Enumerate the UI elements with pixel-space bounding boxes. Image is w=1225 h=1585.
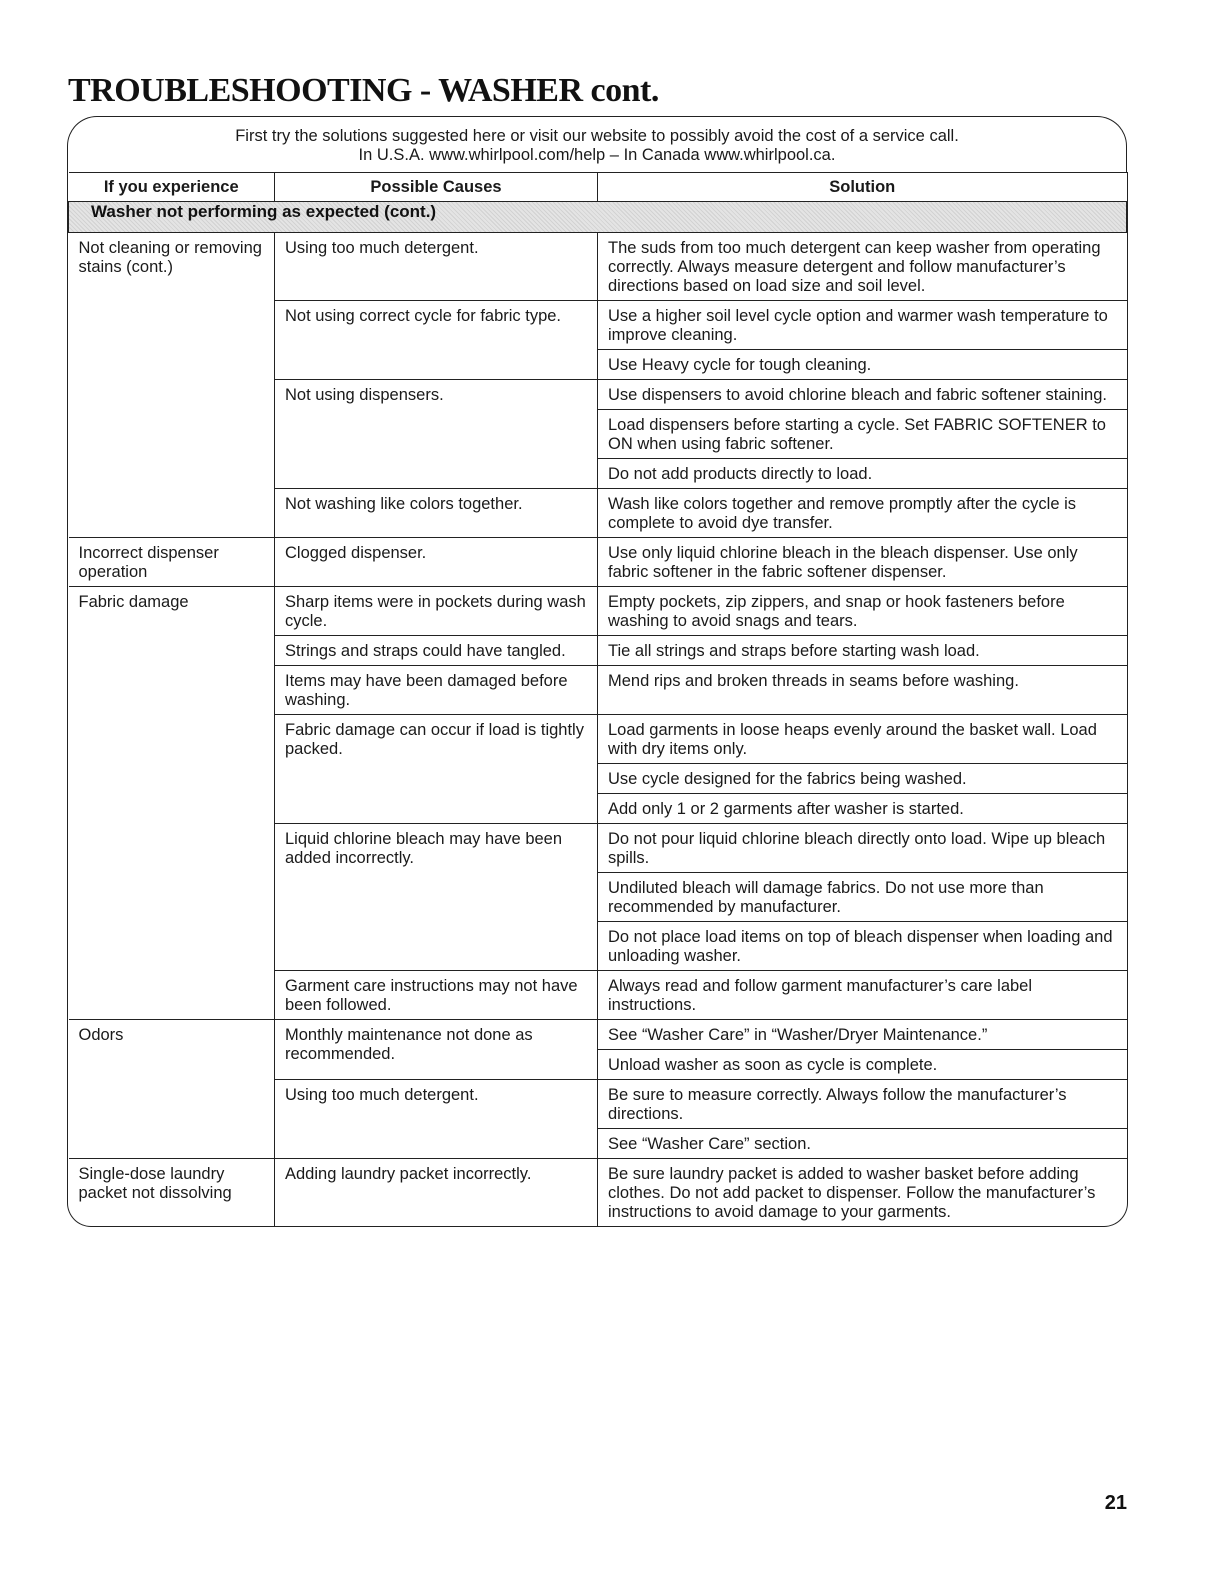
solution-cell: Do not pour liquid chlorine bleach directly onto load. Wipe up bleach spills. [598,824,1127,873]
cause-cell: Liquid chlorine bleach may have been added incorrectly. [275,824,598,971]
experience-cell: Odors [69,1020,275,1159]
header-experience: If you experience [69,173,275,202]
header-solution: Solution [598,173,1127,202]
intro-line-2: In U.S.A. www.whirlpool.com/help – In Canada www.whirlpool.ca. [358,146,836,164]
troubleshooting-table [68,172,1127,1226]
table-row [69,1159,1127,1227]
cause-cell: Not washing like colors together. [275,489,598,538]
section-heading: Washer not performing as expected (cont.) [69,202,1127,233]
cause-cell: Garment care instructions may not have been followed. [275,971,598,1020]
table-header-row [69,173,1127,202]
solution-cell: Unload washer as soon as cycle is complete. [598,1050,1127,1080]
solution-cell: Do not place load items on top of bleach dispenser when loading and unloading washer. [598,922,1127,971]
solution-cell: Use a higher soil level cycle option and warmer wash temperature to improve cleaning. [598,301,1127,350]
table-row [69,1020,1127,1050]
intro-notice [67,116,1127,172]
cause-cell: Monthly maintenance not done as recommended. [275,1020,598,1080]
solution-cell: Use only liquid chlorine bleach in the bleach dispenser. Use only fabric softener in the fabric softener dispenser. [598,538,1127,587]
solution-cell: Use Heavy cycle for tough cleaning. [598,350,1127,380]
solution-cell: See “Washer Care” in “Washer/Dryer Maintenance.” [598,1020,1127,1050]
solution-cell: Use dispensers to avoid chlorine bleach and fabric softener staining. [598,380,1127,410]
experience-cell: Incorrect dispenser operation [69,538,275,587]
cause-cell: Clogged dispenser. [275,538,598,587]
solution-cell: Always read and follow garment manufacturer’s care label instructions. [598,971,1127,1020]
table-row [69,587,1127,636]
experience-cell: Not cleaning or removing stains (cont.) [69,233,275,538]
table-row [69,233,1127,301]
solution-cell: Wash like colors together and remove promptly after the cycle is complete to avoid dye transfer. [598,489,1127,538]
experience-cell: Fabric damage [69,587,275,1020]
page-number: 21 [1104,1492,1127,1514]
solution-cell: Use cycle designed for the fabrics being washed. [598,764,1127,794]
solution-cell: Undiluted bleach will damage fabrics. Do not use more than recommended by manufacturer. [598,873,1127,922]
solution-cell: See “Washer Care” section. [598,1129,1127,1159]
solution-cell: Be sure laundry packet is added to washer basket before adding clothes. Do not add packet to dispenser. Follow the manufacturer’s instructions to avoid damage to your garments. [598,1159,1127,1227]
solution-cell: Do not add products directly to load. [598,459,1127,489]
cause-cell: Sharp items were in pockets during wash cycle. [275,587,598,636]
intro-line-1: First try the solutions suggested here or visit our website to possibly avoid the cost of a service call. [235,127,959,145]
solution-cell: Mend rips and broken threads in seams before washing. [598,666,1127,715]
solution-cell: Tie all strings and straps before starting wash load. [598,636,1127,666]
cause-cell: Fabric damage can occur if load is tightly packed. [275,715,598,824]
solution-cell: Load garments in loose heaps evenly around the basket wall. Load with dry items only. [598,715,1127,764]
cause-cell: Using too much detergent. [275,1080,598,1159]
cause-cell: Not using dispensers. [275,380,598,489]
table-row [69,538,1127,587]
solution-cell: Empty pockets, zip zippers, and snap or hook fasteners before washing to avoid snags and tears. [598,587,1127,636]
cause-cell: Using too much detergent. [275,233,598,301]
cause-cell: Items may have been damaged before washing. [275,666,598,715]
header-causes: Possible Causes [275,173,598,202]
solution-cell: Be sure to measure correctly. Always follow the manufacturer’s directions. [598,1080,1127,1129]
cause-cell: Adding laundry packet incorrectly. [275,1159,598,1227]
troubleshooting-table-container [67,172,1128,1227]
section-heading-row [69,202,1127,233]
solution-cell: The suds from too much detergent can keep washer from operating correctly. Always measure detergent and follow manufacturer’s directions based on load size and soil level. [598,233,1127,301]
experience-cell: Single-dose laundry packet not dissolving [69,1159,275,1227]
cause-cell: Strings and straps could have tangled. [275,636,598,666]
solution-cell: Add only 1 or 2 garments after washer is started. [598,794,1127,824]
cause-cell: Not using correct cycle for fabric type. [275,301,598,380]
page-title: TROUBLESHOOTING - WASHER cont. [68,72,659,109]
solution-cell: Load dispensers before starting a cycle. Set FABRIC SOFTENER to ON when using fabric softener. [598,410,1127,459]
